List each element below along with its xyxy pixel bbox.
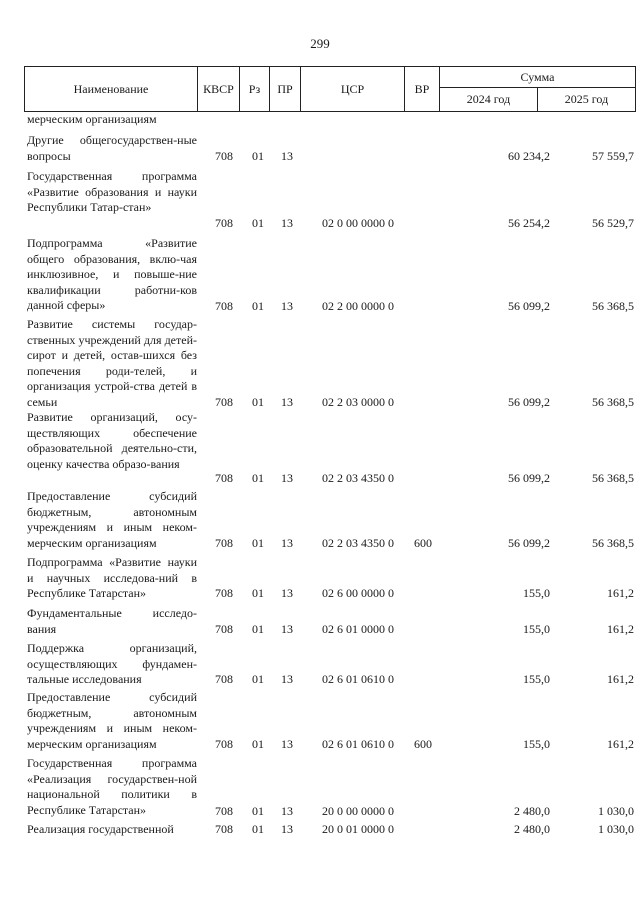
row-kvsr: 708: [215, 671, 233, 686]
row-rz: 01: [252, 470, 264, 485]
row-kvsr: 708: [215, 585, 233, 600]
row-rz: 01: [252, 621, 264, 636]
row-sum-2025: 1 030,0: [598, 803, 634, 818]
row-name: Предоставление субсидий бюджетным, автономным учреждениям и иным неком-мерческим организациям: [27, 489, 197, 550]
row-kvsr: 708: [215, 822, 233, 836]
row-sum-2025: 161,2: [607, 585, 634, 600]
row-sum-2025: 56 368,5: [592, 298, 634, 313]
table-row: [24, 236, 636, 314]
row-pr: 13: [281, 585, 293, 600]
row-pr: 13: [281, 621, 293, 636]
row-csr: 02 2 03 4350 0: [322, 535, 394, 550]
row-rz: 01: [252, 394, 264, 409]
row-sum-2025: 161,2: [607, 671, 634, 686]
row-csr: 02 6 01 0610 0: [322, 671, 394, 686]
row-rz: 01: [252, 822, 264, 836]
row-pr: 13: [281, 298, 293, 313]
row-name: Фундаментальные исследо-вания: [27, 606, 197, 636]
table-row: [24, 169, 636, 231]
row-kvsr: 708: [215, 298, 233, 313]
table-row: [24, 756, 636, 819]
row-pr: 13: [281, 470, 293, 485]
table-row: [24, 555, 636, 601]
row-name: Другие общегосударствен-ные вопросы: [27, 133, 197, 163]
table-row: [24, 489, 636, 551]
row-name: мерческим организациям: [27, 112, 157, 126]
row-csr: 02 6 01 0610 0: [322, 736, 394, 751]
header-pr: ПР: [269, 66, 301, 112]
row-sum-2024: 56 099,2: [508, 470, 550, 485]
row-sum-2024: 155,0: [523, 736, 550, 751]
row-kvsr: 708: [215, 736, 233, 751]
row-pr: 13: [281, 394, 293, 409]
row-sum-2024: 155,0: [523, 621, 550, 636]
table-row: [24, 112, 636, 128]
page-number: 299: [310, 36, 330, 51]
table-row: [24, 641, 636, 687]
row-csr: 02 6 01 0000 0: [322, 621, 394, 636]
row-pr: 13: [281, 803, 293, 818]
row-sum-2025: 56 529,7: [592, 215, 634, 230]
header-vr: ВР: [404, 66, 440, 112]
row-pr: 13: [281, 671, 293, 686]
row-name: Реализация государственной: [27, 822, 174, 836]
row-pr: 13: [281, 215, 293, 230]
row-rz: 01: [252, 298, 264, 313]
row-name: Развитие организаций, осу-ществляющих обеспечение образовательной деятельно-сти, оценку качества образо-вания: [27, 410, 197, 471]
row-csr: 20 0 01 0000 0: [322, 822, 394, 836]
row-sum-2024: 2 480,0: [514, 822, 550, 836]
header-sum: Сумма: [439, 66, 636, 88]
row-name: Поддержка организаций, осуществляющих фундамен-тальные исследования: [27, 641, 197, 686]
row-name: Государственная программа «Развитие образования и науки Республики Татар-стан»: [27, 169, 197, 214]
row-kvsr: 708: [215, 535, 233, 550]
header-csr: ЦСР: [300, 66, 405, 112]
row-sum-2025: 161,2: [607, 736, 634, 751]
row-csr: 02 2 03 4350 0: [322, 470, 394, 485]
row-sum-2024: 56 099,2: [508, 298, 550, 313]
row-sum-2025: 161,2: [607, 621, 634, 636]
table-header: [24, 66, 636, 112]
row-csr: 02 6 00 0000 0: [322, 585, 394, 600]
row-kvsr: 708: [215, 470, 233, 485]
row-sum-2024: 56 254,2: [508, 215, 550, 230]
row-name: Предоставление субсидий бюджетным, автономным учреждениям и иным неком-мерческим организациям: [27, 690, 197, 751]
row-sum-2024: 56 099,2: [508, 535, 550, 550]
row-pr: 13: [281, 736, 293, 751]
row-sum-2025: 57 559,7: [592, 148, 634, 163]
row-sum-2024: 56 099,2: [508, 394, 550, 409]
row-sum-2024: 60 234,2: [508, 148, 550, 163]
header-name: Наименование: [24, 66, 198, 112]
header-kvsr: КВСР: [197, 66, 240, 112]
row-rz: 01: [252, 736, 264, 751]
row-name: Подпрограмма «Развитие науки и научных исследова-ний в Республике Татарстан»: [27, 555, 197, 600]
header-rz: Рз: [239, 66, 270, 112]
row-sum-2025: 56 368,5: [592, 394, 634, 409]
header-year-2025: 2025 год: [537, 87, 636, 112]
row-pr: 13: [281, 822, 293, 836]
row-csr: 02 0 00 0000 0: [322, 215, 394, 230]
row-sum-2024: 155,0: [523, 585, 550, 600]
row-rz: 01: [252, 803, 264, 818]
row-name: Государственная программа «Реализация государствен-ной национальной политики в Республике Татарстан»: [27, 756, 197, 817]
table-row: [24, 317, 636, 410]
row-sum-2025: 56 368,5: [592, 470, 634, 485]
row-kvsr: 708: [215, 803, 233, 818]
table-row: [24, 133, 636, 164]
row-vr: 600: [414, 736, 432, 751]
row-kvsr: 708: [215, 394, 233, 409]
row-sum-2025: 1 030,0: [598, 822, 634, 836]
row-sum-2024: 155,0: [523, 671, 550, 686]
row-rz: 01: [252, 671, 264, 686]
row-sum-2025: 56 368,5: [592, 535, 634, 550]
row-name: Развитие системы государ-ственных учреждений для детей-сирот и детей, остав-шихся без попечения роди-телей, и организация устрой-ства детей в семьи: [27, 317, 197, 409]
row-pr: 13: [281, 535, 293, 550]
row-kvsr: 708: [215, 621, 233, 636]
row-kvsr: 708: [215, 215, 233, 230]
table-row: [24, 410, 636, 486]
row-csr: 02 2 00 0000 0: [322, 298, 394, 313]
row-vr: 600: [414, 535, 432, 550]
table-row: [24, 606, 636, 637]
row-pr: 13: [281, 148, 293, 163]
row-csr: 02 2 03 0000 0: [322, 394, 394, 409]
table-row: [24, 822, 636, 839]
row-kvsr: 708: [215, 148, 233, 163]
row-csr: 20 0 00 0000 0: [322, 803, 394, 818]
row-sum-2024: 2 480,0: [514, 803, 550, 818]
table-row: [24, 690, 636, 752]
row-rz: 01: [252, 215, 264, 230]
header-year-2024: 2024 год: [439, 87, 538, 112]
row-rz: 01: [252, 148, 264, 163]
row-rz: 01: [252, 535, 264, 550]
row-name: Подпрограмма «Развитие общего образования, вклю-чая инклюзивное, и повыше-ние квалификации работни-ков данной сферы»: [27, 236, 197, 312]
row-rz: 01: [252, 585, 264, 600]
